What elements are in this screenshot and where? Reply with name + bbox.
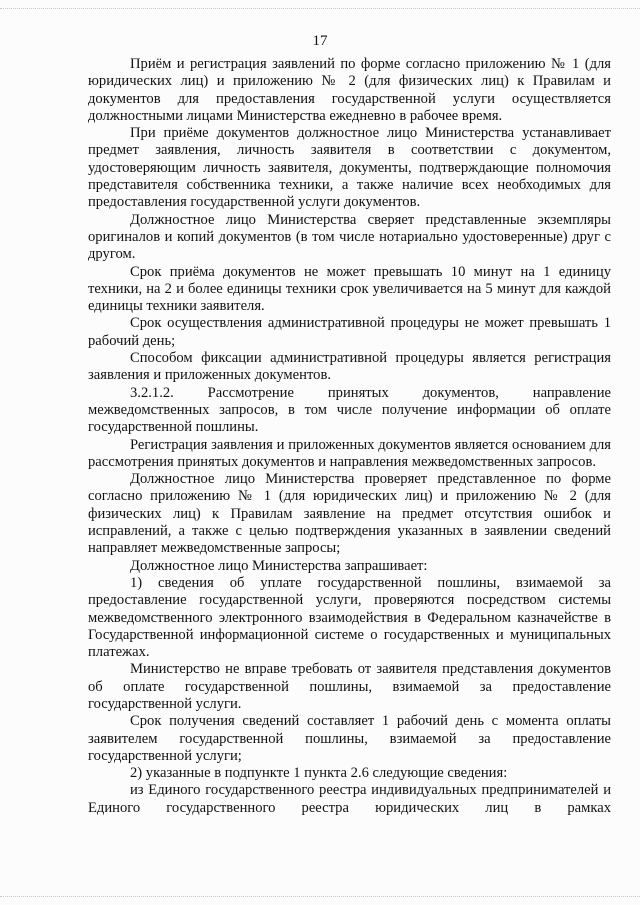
paragraph-7: 3.2.1.2. Рассмотрение принятых документов, направление межведомственных запросов, в том числе получение информации об оплате государственной пошлины. — [88, 384, 611, 436]
paragraph-10: Должностное лицо Министерства запрашивает: — [130, 557, 428, 574]
document-body — [88, 56, 611, 817]
paragraph-11: 1) сведения об уплате государственной пошлины, взимаемой за предоставление государственной услуги, проверяются посредством системы межведомственного электронного взаимодействия в Федеральном казначействе в Государственной информационной системе о государственных и муниципальных платежах. — [88, 574, 611, 661]
paragraph-3: Должностное лицо Министерства сверяет представленные экземпляры оригиналов и копий документов (в том числе нотариально удостоверенные) друг с другом. — [88, 211, 611, 263]
paragraph-8: Регистрация заявления и приложенных документов является основанием для рассмотрения принятых документов и направления межведомственных запросов. — [88, 436, 611, 470]
paragraph-13: Срок получения сведений составляет 1 рабочий день с момента оплаты заявителем государственной пошлины, взимаемой за предоставление государственной услуги; — [88, 713, 611, 764]
paragraph-6: Способом фиксации административной процедуры является регистрация заявления и приложенных документов. — [88, 350, 611, 384]
paragraph-9: Должностное лицо Министерства проверяет представленное по форме согласно приложению № 1 (для юридических лиц) и приложению № 2 (для физических лиц) к Правилам заявление на предмет отсутствия ошибок и исправлений, а также с целью подтверждения указанных в заявлении сведений направляет межведомственные запросы; — [88, 471, 611, 557]
paragraph-1: Приём и регистрация заявлений по форме согласно приложению № 1 (для юридических лиц) и приложению № 2 (для физических лиц) к Правилам и документов для предоставления государственной услуги осуществляется должностными лицами Министерства ежедневно в рабочее время. — [88, 56, 611, 124]
page-top-edge — [0, 0, 640, 9]
paragraph-14: 2) указанные в подпункте 1 пункта 2.6 следующие сведения: — [130, 765, 508, 782]
paragraph-4: Срок приёма документов не может превышать 10 минут на 1 единицу техники, на 2 и более единицы техники срок увеличивается на 5 минут для каждой единицы техники заявителя. — [88, 263, 611, 315]
paragraph-15: из Единого государственного реестра индивидуальных предпринимателей и Единого государственного реестра юридических лиц в рамках — [88, 782, 611, 816]
page-bottom-edge — [0, 896, 640, 905]
paragraph-12: Министерство не вправе требовать от заявителя представления документов об оплате государственной пошлины, взимаемой за предоставление государственной услуги. — [88, 661, 611, 712]
paragraph-5: Срок осуществления административной процедуры не может превышать 1 рабочий день; — [88, 315, 611, 349]
page-number: 17 — [312, 33, 328, 49]
paragraph-2: При приёме документов должностное лицо Министерства устанавливает предмет заявления, личность заявителя в соответствии с документом, удостоверяющим личность заявителя, документы, подтверждающие полномочия представителя собственника техники, а также наличие всех необходимых для предоставления государственной услуги документов. — [88, 125, 611, 211]
